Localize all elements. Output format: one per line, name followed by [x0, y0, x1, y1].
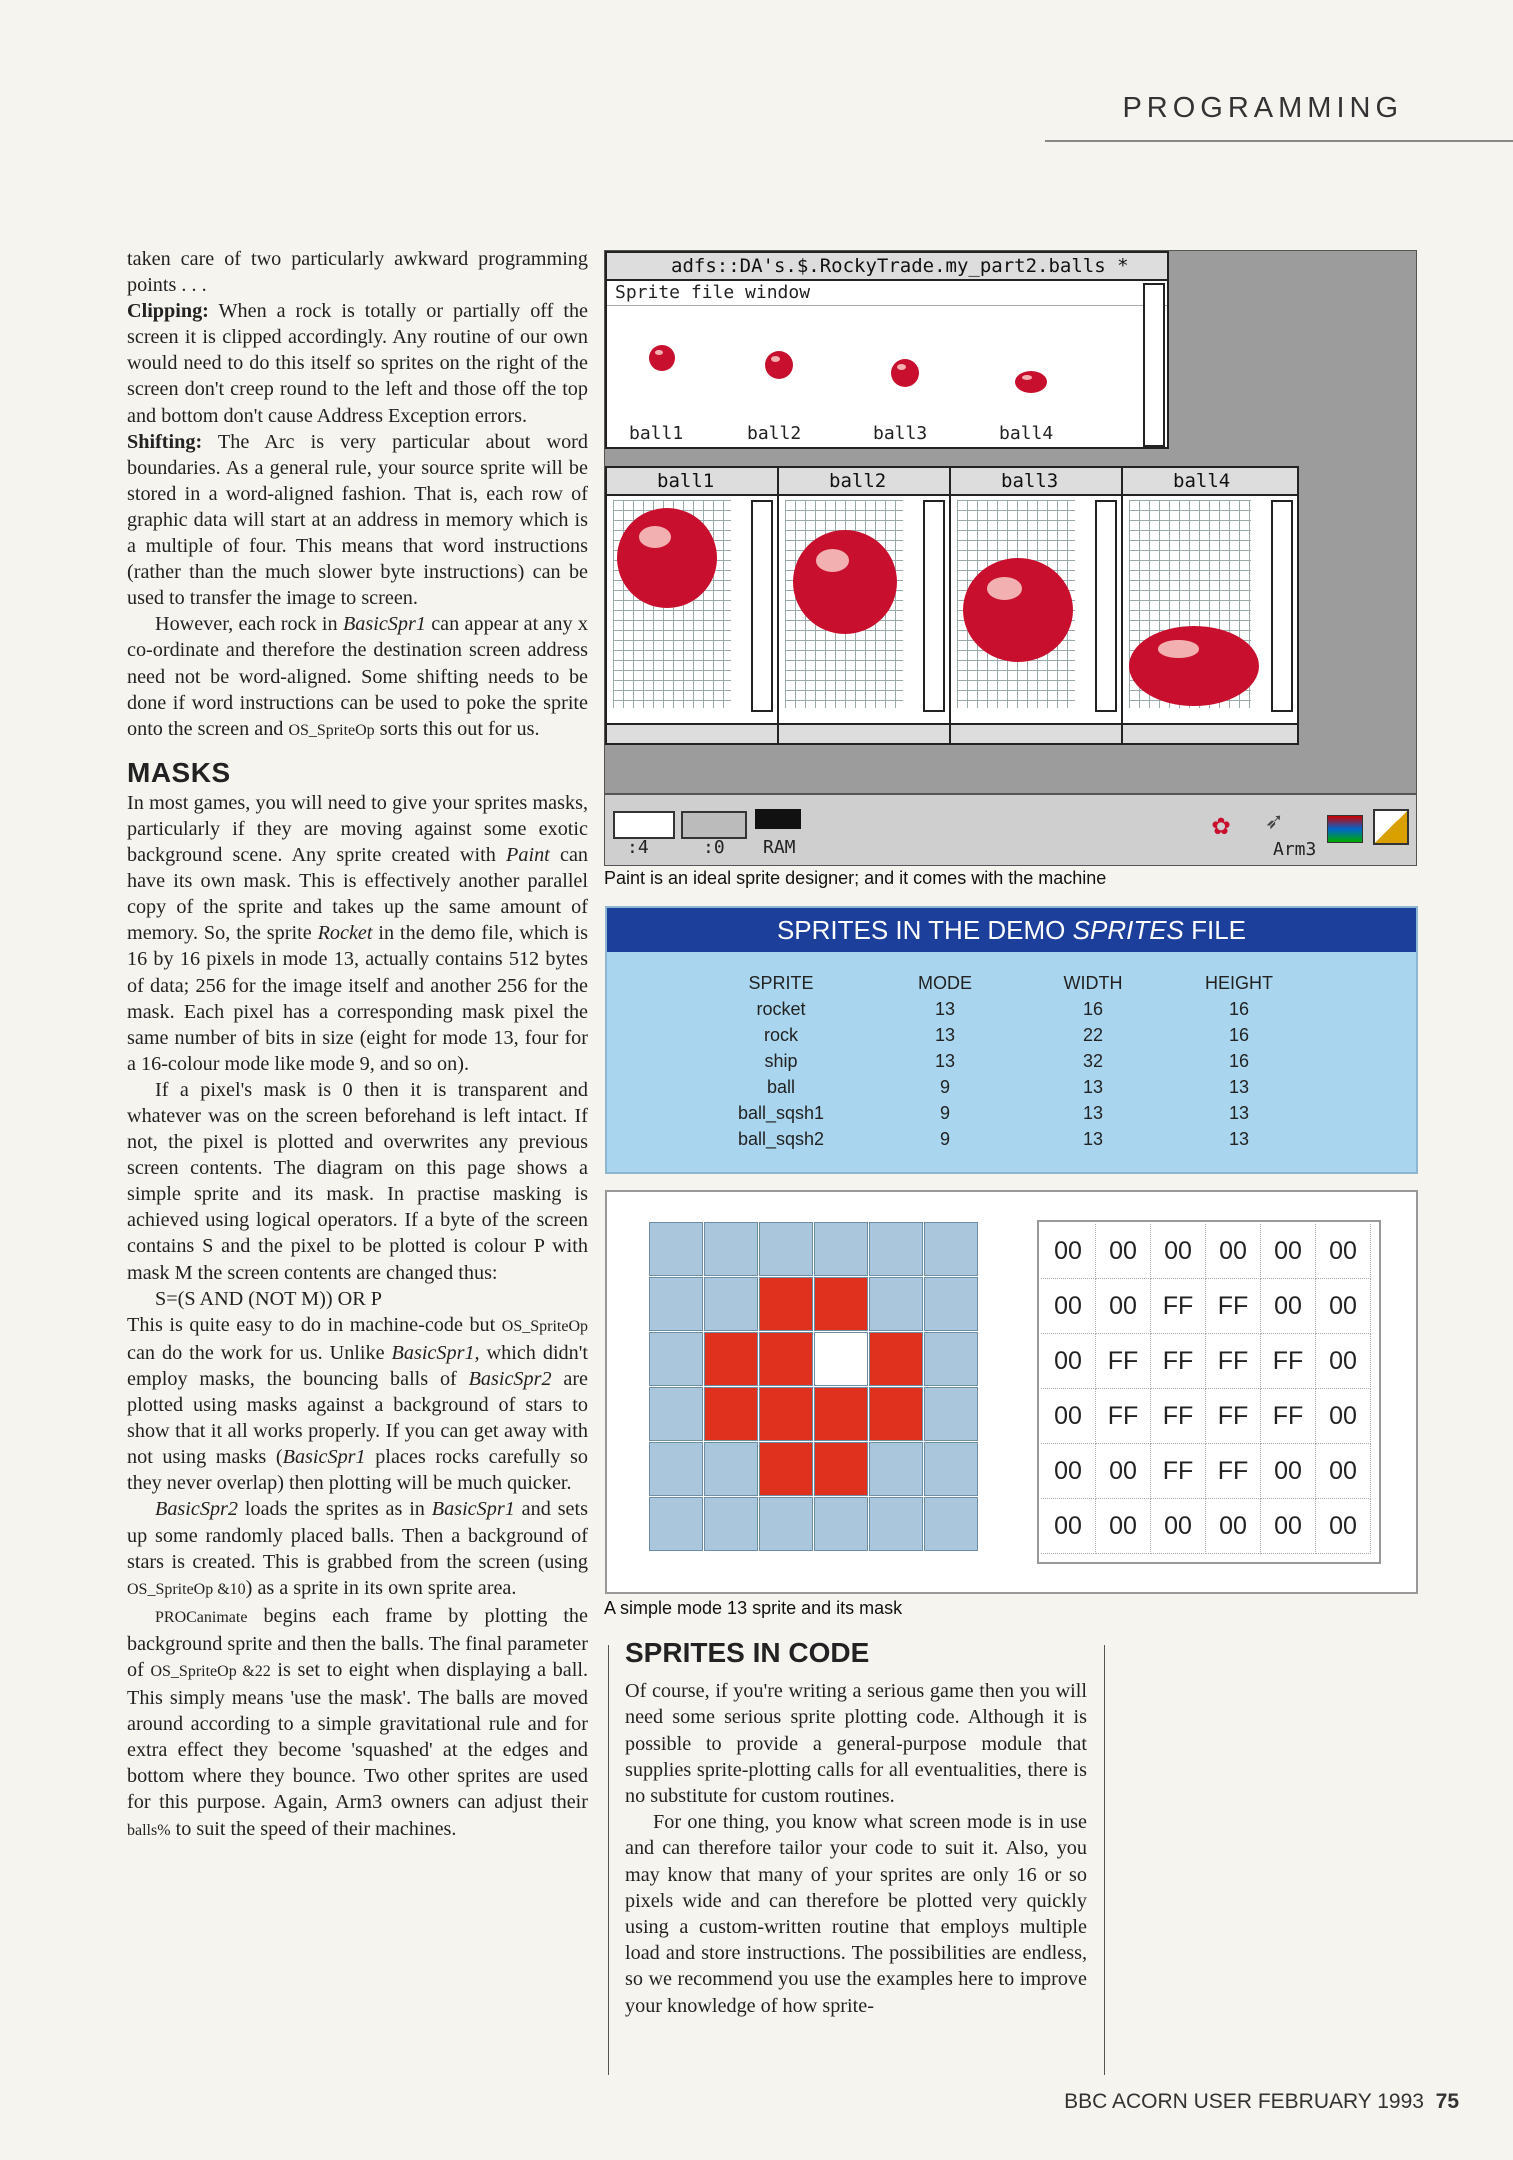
floppy-drive-icon[interactable]: [613, 811, 675, 839]
sprite-label: ball2: [747, 423, 802, 444]
table-cell: rocket: [756, 999, 806, 1019]
mask-value: 00: [1041, 1224, 1096, 1279]
sprite-pixel: [704, 1442, 758, 1496]
sprite-mask-diagram: [605, 1190, 1418, 1594]
section-title: PROGRAMMING: [1122, 92, 1403, 124]
table-cell: 22: [1082, 1025, 1104, 1045]
sprite-pixel: [924, 1387, 978, 1441]
code-text: OS_SpriteOp &10: [127, 1580, 246, 1598]
mask-value: FF: [1096, 1334, 1151, 1389]
paragraph: [127, 611, 588, 743]
paragraph: [127, 1496, 588, 1602]
ball3-editor-window: [949, 466, 1123, 745]
sprite-label: ball4: [999, 423, 1054, 444]
paragraph: [127, 790, 588, 1077]
drive-label: RAM: [763, 837, 796, 858]
text: Rocket: [317, 922, 373, 945]
table-row: [607, 1126, 1416, 1152]
mask-value: 00: [1206, 1499, 1261, 1554]
text: SPRITES: [1072, 915, 1184, 945]
table-cell: 13: [1228, 1129, 1250, 1149]
mask-value: 00: [1261, 1279, 1316, 1334]
sprite-pixel: [924, 1497, 978, 1551]
sprite-pixel: [759, 1222, 813, 1276]
paint-screenshot: [604, 250, 1417, 866]
sprite-pixel-grid: [649, 1222, 979, 1552]
table-cell: 16: [1228, 999, 1250, 1019]
sprite-pixel: [649, 1332, 703, 1386]
mask-value: 00: [1096, 1279, 1151, 1334]
vertical-scrollbar[interactable]: [751, 500, 773, 712]
mask-value: 00: [1316, 1279, 1371, 1334]
task-manager-icon[interactable]: [1373, 809, 1409, 845]
text: BasicSpr1: [431, 1498, 515, 1521]
table-cell: 13: [1082, 1129, 1104, 1149]
ram-disc-icon[interactable]: [755, 809, 801, 829]
term-clipping: Clipping:: [127, 300, 209, 323]
vertical-scrollbar[interactable]: [1143, 283, 1165, 447]
paint-palette-icon[interactable]: ✿: [1212, 807, 1231, 842]
sprite-pixel: [814, 1332, 868, 1386]
sprite-label: ball3: [873, 423, 928, 444]
mask-value: 00: [1096, 1444, 1151, 1499]
table-cell: ship: [764, 1051, 798, 1071]
icon-bar: [605, 793, 1416, 865]
code-heading: SPRITES IN CODE: [625, 1637, 870, 1668]
text: are plotted using masks against a background of stars to show that it all works properly. If you can get away with not using masks (: [127, 1367, 588, 1469]
drive-label: :4: [627, 837, 649, 858]
mask-value: 00: [1316, 1444, 1371, 1499]
sprite-pixel: [924, 1442, 978, 1496]
text: can appear at any x co-ordinate and therefore the destination screen address need not be word-aligned. Some shifting needs to be done if word instructions can be used to poke the sprite onto the screen and: [127, 613, 588, 740]
mask-value: FF: [1151, 1279, 1206, 1334]
sprite-pixel: [924, 1332, 978, 1386]
column-rule: [608, 1645, 609, 2075]
table-cell: 13: [934, 1025, 956, 1045]
mask-value: FF: [1151, 1444, 1206, 1499]
text: to suit the speed of their machines.: [170, 1817, 457, 1840]
mask-value: 00: [1151, 1224, 1206, 1279]
editor-title: ball2: [779, 468, 949, 496]
ball3-zoomed: [963, 558, 1073, 662]
mask-value: 00: [1041, 1499, 1096, 1554]
text: Paint: [506, 844, 550, 867]
table-row: [607, 1022, 1416, 1048]
left-column: [127, 246, 588, 1844]
sprite-pixel: [869, 1332, 923, 1386]
table-row: [607, 1074, 1416, 1100]
sprite-file-window: [605, 251, 1169, 449]
ball1-editor-window: [605, 466, 779, 745]
mask-value: 00: [1096, 1224, 1151, 1279]
code-text: OS_SpriteOp: [288, 721, 375, 739]
text: which didn't employ masks, the bouncing balls of: [127, 1341, 588, 1390]
paragraph: [127, 1312, 588, 1497]
screenshot-caption: Paint is an ideal sprite designer; and it comes with the machine: [604, 868, 1107, 888]
sprite-pixel: [649, 1387, 703, 1441]
sprite-pixel: [869, 1277, 923, 1331]
sprite-pixel: [814, 1497, 868, 1551]
sprite-pixel: [704, 1277, 758, 1331]
sprite-pixel: [759, 1497, 813, 1551]
sprite-pixel: [869, 1387, 923, 1441]
table-cell: 13: [1228, 1077, 1250, 1097]
sprite-pixel: [649, 1277, 703, 1331]
paragraph: [127, 429, 588, 612]
text: BasicSpr1: [282, 1446, 366, 1469]
equation: S=(S AND (NOT M)) OR P: [155, 1287, 382, 1310]
sprite-pixel: [869, 1442, 923, 1496]
table-row: [607, 996, 1416, 1022]
sprite-label: ball1: [629, 423, 684, 444]
mask-value: 00: [1206, 1224, 1261, 1279]
text: FILE: [1183, 915, 1247, 945]
text: BasicSpr1,: [391, 1341, 480, 1364]
code-text: OS_SpriteOp: [501, 1317, 588, 1335]
text: This is quite easy to do in machine-code but: [127, 1313, 502, 1336]
vertical-scrollbar[interactable]: [923, 500, 945, 712]
table-cell: 16: [1228, 1025, 1250, 1045]
text: SPRITES IN THE DEMO: [776, 915, 1073, 945]
publication-line: BBC ACORN USER FEBRUARY 1993: [1064, 2090, 1424, 2113]
window-title: adfs::DA's.$.RockyTrade.my_part2.balls *: [607, 253, 1167, 281]
mask-value: FF: [1206, 1444, 1261, 1499]
mask-value: FF: [1096, 1389, 1151, 1444]
paragraph: Of course, if you're writing a serious game then you will need some serious sprite plotting code. Although it is possible to provide a general-purpose module that supplies sprite-plotting calls for all eventualities, there is no substitute for custom routines.: [625, 1680, 1087, 1808]
mask-value: FF: [1206, 1279, 1261, 1334]
text: can have its own mask. This is effectively another parallel copy of the sprite and takes up the same amount of memory. So, the sprite: [127, 844, 588, 945]
table-cell: ball_sqsh1: [737, 1103, 825, 1123]
table-title: [607, 908, 1416, 952]
mask-value: FF: [1206, 1334, 1261, 1389]
paragraph: [127, 1603, 588, 1844]
mask-value: FF: [1151, 1334, 1206, 1389]
sprite-pixel: [649, 1442, 703, 1496]
sprite-pixel: [759, 1387, 813, 1441]
column-header: HEIGHT: [1204, 973, 1273, 993]
sprite-pixel: [704, 1497, 758, 1551]
mask-value: FF: [1151, 1389, 1206, 1444]
ball2-editor-window: [777, 466, 951, 745]
mask-value: 00: [1316, 1334, 1371, 1389]
table-cell: 13: [934, 999, 956, 1019]
window-subtitle: Sprite file window: [607, 281, 1167, 306]
mask-value: 00: [1316, 1224, 1371, 1279]
text: in the demo file, which is 16 by 16 pixels in mode 13, actually contains 512 bytes of data; 256 for the image itself and another 256 for the mask. Each pixel has a corresponding mask pixel the same number of bits in size (eight for mode 13, four for a 16-colour mode like mode 9, and so on).: [127, 922, 588, 1075]
paragraph: [127, 298, 588, 428]
paragraph: taken care of two particularly awkward programming points . . .: [127, 248, 588, 297]
mask-value: 00: [1041, 1279, 1096, 1334]
sprite-pixel: [704, 1332, 758, 1386]
horizontal-scrollbar[interactable]: [779, 723, 949, 743]
table-cell: 13: [1082, 1103, 1104, 1123]
ball4-thumbnail: [1015, 371, 1047, 393]
mask-value: 00: [1261, 1499, 1316, 1554]
text: places rocks carefully so they never overlap) then plotting will be much quicker.: [127, 1446, 588, 1495]
vertical-scrollbar[interactable]: [1095, 500, 1117, 712]
palette-utility-icon[interactable]: [1327, 815, 1363, 843]
sprite-pixel: [869, 1497, 923, 1551]
code-text: PROCanimate: [155, 1608, 248, 1626]
column-rule: [1104, 1645, 1105, 2075]
editor-title: ball1: [607, 468, 777, 496]
table-cell: 32: [1082, 1051, 1104, 1071]
mask-value: 00: [1261, 1444, 1316, 1499]
text: In most games, you will need to give your sprites masks, particularly if they are moving against some exotic background scene. Any sprite created with: [127, 791, 588, 867]
mask-value: FF: [1261, 1389, 1316, 1444]
mask-value: FF: [1261, 1334, 1316, 1389]
text: loads the sprites as in: [238, 1498, 432, 1521]
sprite-pixel: [759, 1277, 813, 1331]
ball4-zoomed: [1129, 626, 1259, 706]
sprite-pixel: [649, 1222, 703, 1276]
sprites-table: [605, 906, 1418, 1174]
sprite-pixel: [924, 1277, 978, 1331]
ball2-zoomed: [793, 530, 897, 634]
text: sorts this out for us.: [374, 717, 540, 740]
sprite-pixel: [814, 1387, 868, 1441]
table-cell: rock: [763, 1025, 798, 1045]
text: When a rock is totally or partially off the screen it is clipped accordingly. Any routine of our own would need to do this itself so sprites on the right of the screen don't creep round to the left and those off the top and bottom don't cause Address Exception errors.: [127, 300, 588, 427]
vertical-scrollbar[interactable]: [1271, 500, 1293, 712]
text: begins each frame by plotting the background sprite and then the balls. The final parameter of: [127, 1604, 588, 1681]
arm3-cheetah-icon[interactable]: ➶: [1265, 805, 1282, 838]
table-cell: ball_sqsh2: [737, 1129, 825, 1149]
column-header: WIDTH: [1063, 973, 1123, 993]
sprite-pixel: [924, 1222, 978, 1276]
table-cell: 13: [1228, 1103, 1250, 1123]
text: and sets up some randomly placed balls. Then a background of stars is created. This is grabbed from the screen (using: [127, 1498, 588, 1573]
sprite-pixel: [814, 1277, 868, 1331]
arm3-label: Arm3: [1273, 839, 1317, 860]
column-header: MODE: [918, 973, 972, 993]
sprite-pixel: [649, 1497, 703, 1551]
mask-grid: [1037, 1220, 1381, 1564]
text: BasicSpr2: [155, 1498, 238, 1521]
mask-value: 00: [1261, 1224, 1316, 1279]
mask-value: 00: [1041, 1334, 1096, 1389]
sprite-pixel: [814, 1222, 868, 1276]
sprite-pixel: [814, 1442, 868, 1496]
paragraph: For one thing, you know what screen mode is in use and can therefore tailor your code to suit it. Also, you may know that many of your sprites are only 16 or so pixels wide and can therefore be plotted very quickly using a custom-written routine that employs multiple load and store instructions. The possibilities are endless, so we recommend you use the examples here to improve your knowledge of how sprite-: [625, 1811, 1087, 2017]
table-cell: 16: [1082, 999, 1104, 1019]
mask-value: 00: [1041, 1389, 1096, 1444]
text: BasicSpr1: [342, 613, 426, 636]
sprite-pixel: [704, 1387, 758, 1441]
table-cell: 9: [939, 1103, 950, 1123]
sprite-pixel: [759, 1332, 813, 1386]
text: can do the work for us. Unlike: [127, 1341, 392, 1364]
mask-value: FF: [1206, 1389, 1261, 1444]
table-cell: ball: [766, 1077, 796, 1097]
ball4-editor-window: [1121, 466, 1299, 745]
horizontal-scrollbar[interactable]: [607, 723, 777, 743]
ball1-zoomed: [617, 508, 717, 608]
sprite-pixel: [704, 1222, 758, 1276]
ball1-thumbnail: [649, 345, 675, 371]
paragraph: If a pixel's mask is 0 then it is transparent and whatever was on the screen beforehand is left intact. If not, the pixel is plotted and overwrites any previous screen contents. The diagram on this page shows a simple sprite and its mask. In practise masking is achieved using logical operators. If a byte of the screen contains S and the pixel to be plotted is colour P with mask M the screen contents are changed thus:: [127, 1078, 588, 1284]
mask-value: 00: [1041, 1444, 1096, 1499]
table-cell: 16: [1228, 1051, 1250, 1071]
mask-value: 00: [1096, 1499, 1151, 1554]
table-cell: 13: [934, 1051, 956, 1071]
table-row: [607, 1048, 1416, 1074]
table-cell: 9: [939, 1077, 950, 1097]
diagram-caption: A simple mode 13 sprite and its mask: [604, 1598, 903, 1618]
masks-heading: MASKS: [127, 756, 231, 788]
sprite-pixel: [869, 1222, 923, 1276]
horizontal-scrollbar[interactable]: [951, 723, 1121, 743]
text: However, each rock in: [155, 613, 343, 636]
editor-title: ball3: [951, 468, 1121, 496]
mask-value: 00: [1316, 1389, 1371, 1444]
text: BasicSpr2: [468, 1367, 552, 1390]
column-header: SPRITE: [748, 973, 814, 993]
editor-title: ball4: [1123, 468, 1297, 496]
page-number: 75: [1435, 2090, 1459, 2113]
text: ) as a sprite in its own sprite area.: [245, 1576, 517, 1599]
hard-disc-icon[interactable]: [681, 811, 747, 839]
mask-value: 00: [1151, 1499, 1206, 1554]
table-header-row: [607, 970, 1416, 996]
sprites-in-code-section: [625, 1637, 1087, 2019]
code-text: balls%: [127, 1821, 171, 1839]
drive-label: :0: [703, 837, 725, 858]
text: The Arc is very particular about word boundaries. As a general rule, your source sprite will be stored in a word-aligned fashion. That is, each row of graphic data will start at an address in memory which is a multiple of four. This means that word instructions (rather than the much slower byte instructions) can be used to transfer the image to screen.: [127, 430, 588, 610]
ball3-thumbnail: [891, 359, 919, 387]
ball2-thumbnail: [765, 351, 793, 379]
table-cell: 13: [1082, 1077, 1104, 1097]
text: is set to eight when displaying a ball. This simply means 'use the mask'. The balls are moved around according to a simple gravitational rule and for extra effect they become 'squashed' at the edges and bottom where they bounce. Two other sprites are used for this purpose. Again, Arm3 owners can adjust their: [127, 1658, 588, 1814]
table-row: [607, 1100, 1416, 1126]
footer: [1064, 2090, 1459, 2114]
sprite-pixel: [759, 1442, 813, 1496]
header-rule: [1045, 140, 1513, 142]
table-cell: 9: [939, 1129, 950, 1149]
code-text: OS_SpriteOp &22: [150, 1662, 271, 1680]
horizontal-scrollbar[interactable]: [1123, 723, 1297, 743]
term-shifting: Shifting:: [127, 430, 203, 453]
mask-value: 00: [1316, 1499, 1371, 1554]
